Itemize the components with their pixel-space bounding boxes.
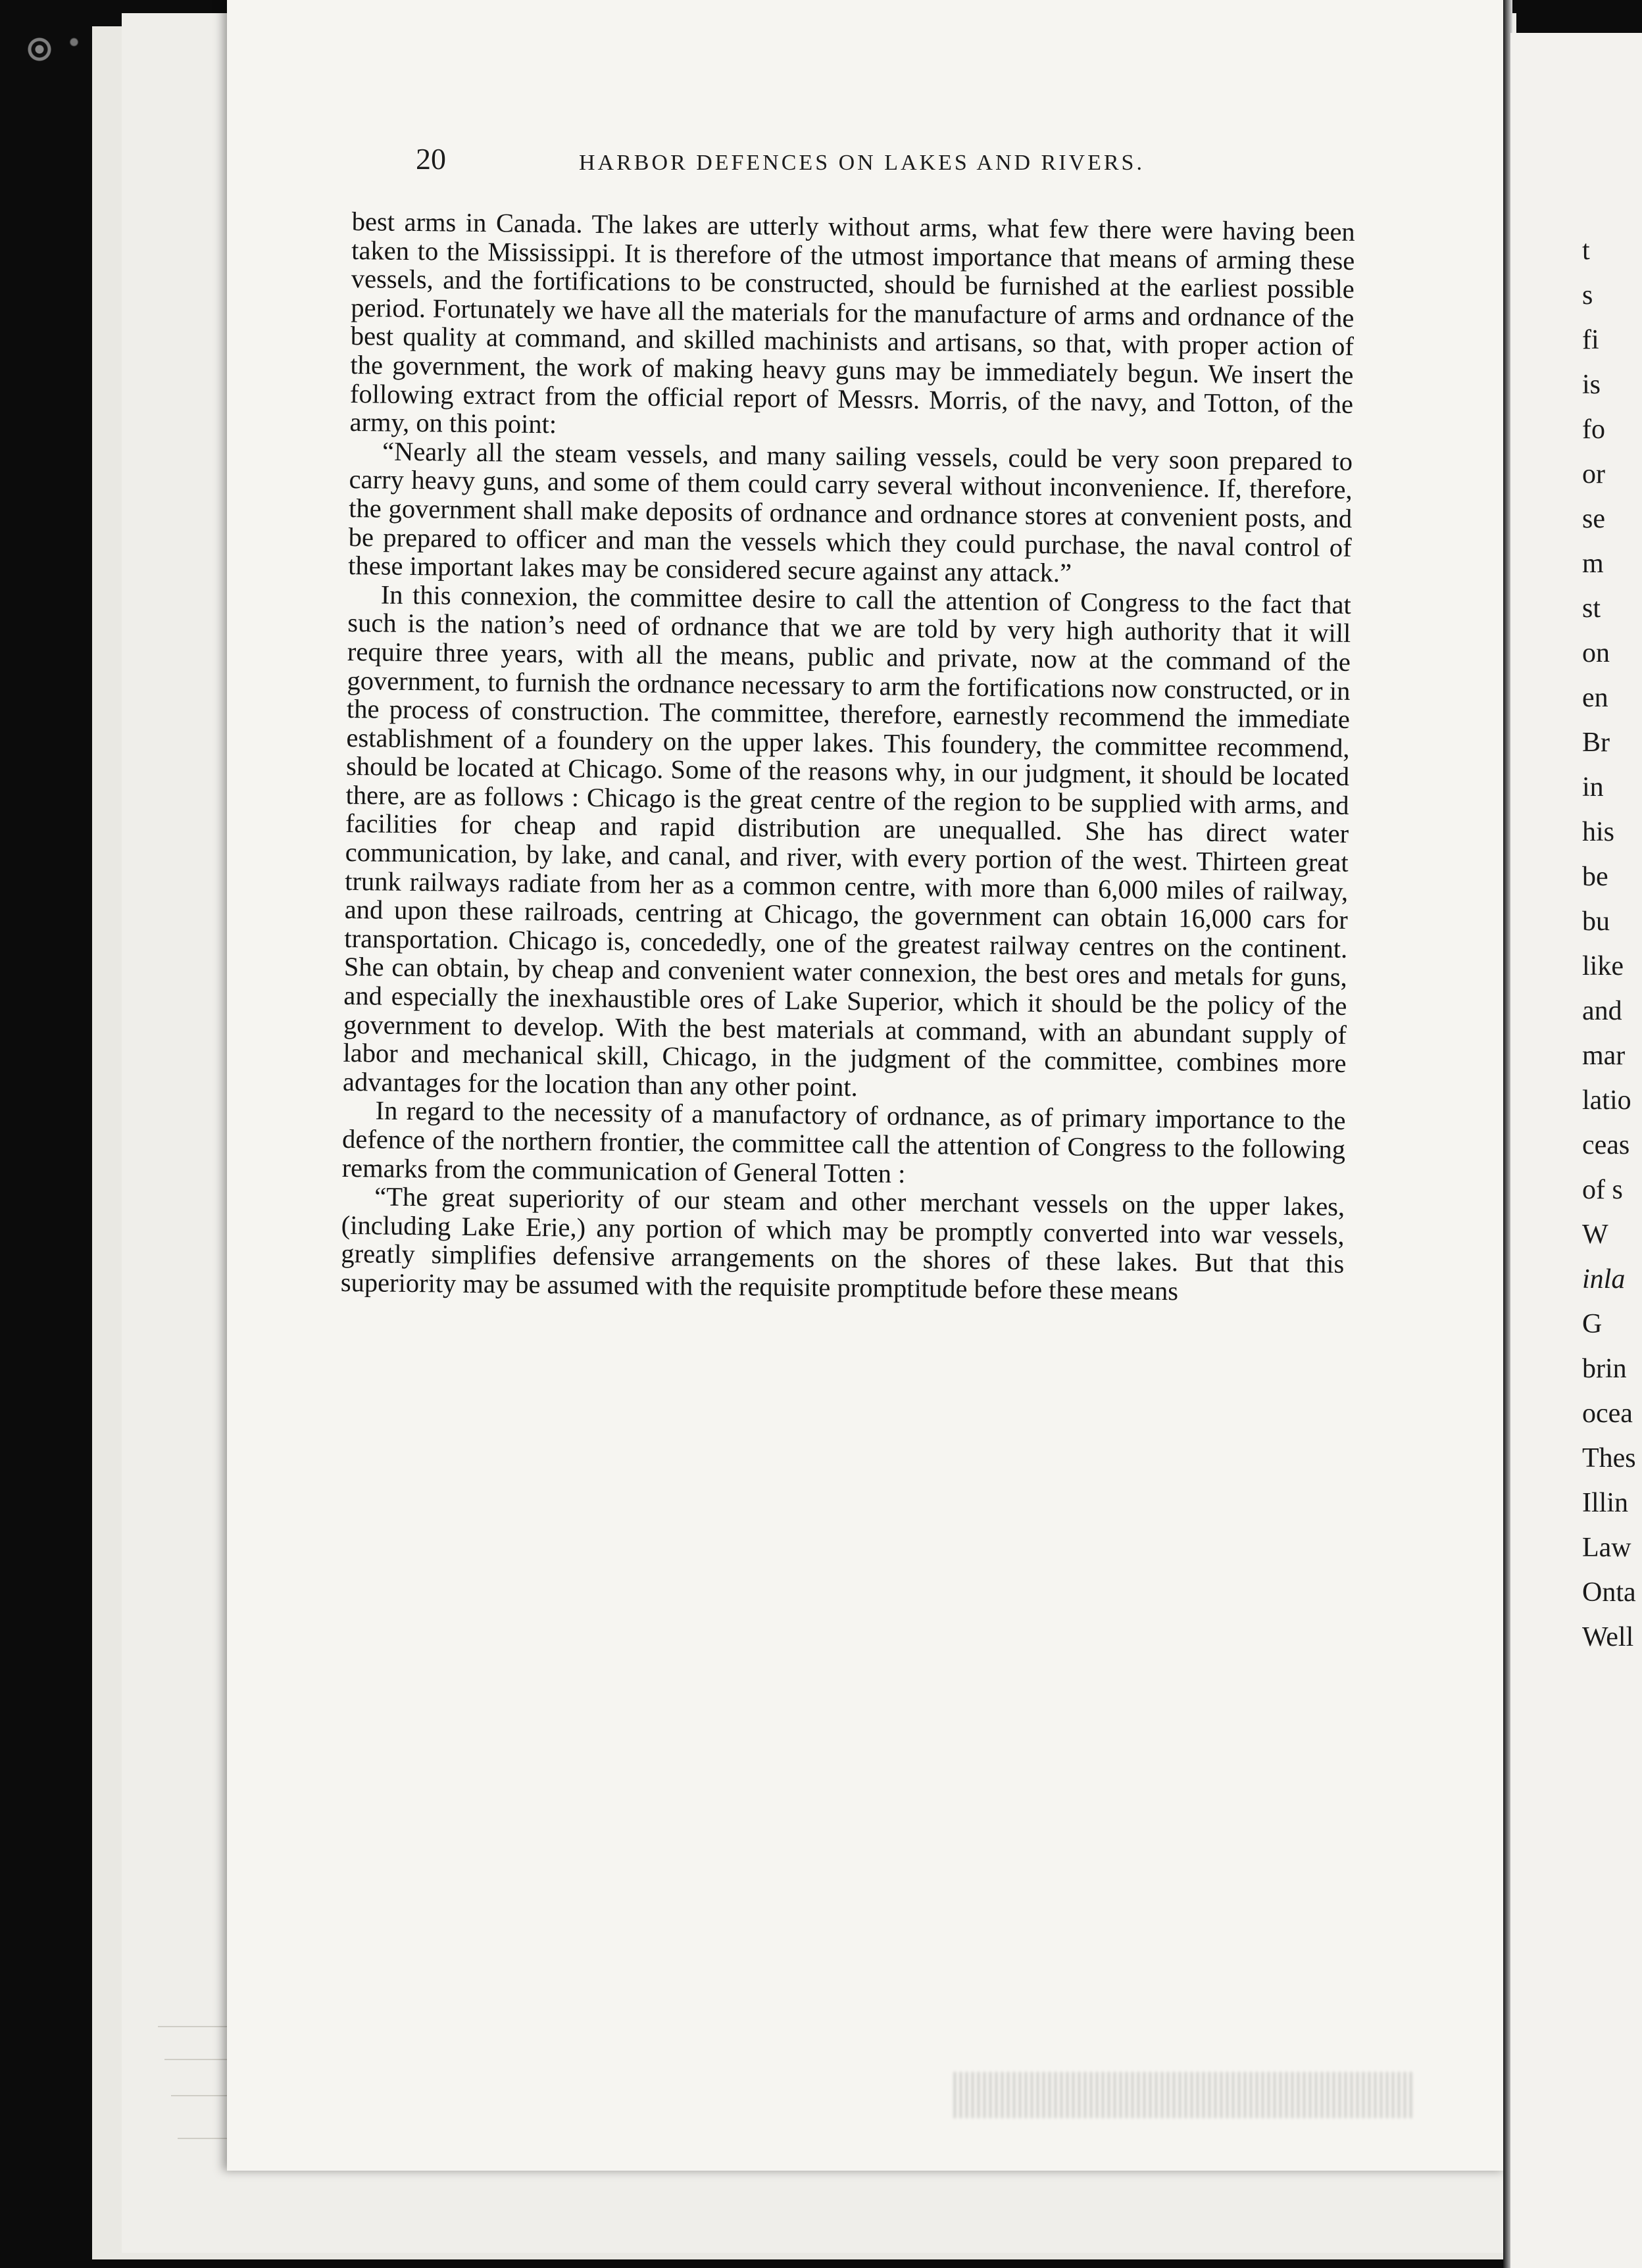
facing-page-fragment: fo	[1582, 414, 1605, 445]
running-head: HARBOR DEFENCES ON LAKES AND RIVERS.	[579, 151, 1145, 175]
facing-page-fragment: m	[1582, 549, 1604, 579]
paragraph: best arms in Canada. The lakes are utterly without arms, what few there were having been taken to the Mississippi. It is therefore of the utmost importance that means of arming these vessels, and the fortifications to be constructed, should be furnished at the earliest possible period. Fortunately we have all the materials for the manufacture of arms and ordnance of the best quality at command, and skilled machinists and artisans, so that, with proper action of the government, the work of making heavy guns may be immediately begun. We insert the following extract from the official report of Messrs. Morris, of the navy, and Totton, of the army, on this point:	[349, 207, 1355, 439]
facing-page-fragment: Illin	[1582, 1488, 1628, 1518]
facing-page-text	[1582, 237, 1642, 1668]
facing-page-fragment: s	[1582, 280, 1593, 310]
facing-page-fragment: st	[1582, 593, 1601, 624]
facing-page-fragment: latio	[1582, 1085, 1631, 1116]
facing-page-fragment: be	[1582, 862, 1608, 892]
facing-page-fragment: brin	[1582, 1354, 1627, 1384]
facing-page-fragment: en	[1582, 683, 1608, 713]
facing-page-fragment: t	[1582, 235, 1590, 266]
facing-page-fragment: G	[1582, 1309, 1603, 1339]
facing-page-fragment: is	[1582, 370, 1601, 400]
facing-page-fragment: ocea	[1582, 1398, 1633, 1429]
page-number: 20	[416, 142, 446, 176]
facing-page-fragment: ceas	[1582, 1130, 1630, 1160]
facing-page-fragment: W	[1582, 1220, 1608, 1250]
facing-page-fragment: Well	[1582, 1622, 1634, 1652]
paragraph: “Nearly all the steam vessels, and many sailing vessels, could be very soon prepared to carry heavy guns, and some of them could carry several without inconvenience. If, therefore, the government shall make deposits of ordnance and ordnance stores at convenient posts, and be prepared to officer and man the vessels which they could purchase, the naval control of these important lakes may be considered secure against any attack.”	[348, 436, 1353, 588]
facing-page-fragment: Thes	[1582, 1443, 1636, 1473]
facing-page-fragment: se	[1582, 504, 1605, 534]
facing-page-fragment: mar	[1582, 1041, 1626, 1071]
facing-page-fragment: of s	[1582, 1175, 1623, 1205]
ink-smudge	[954, 2072, 1414, 2118]
facing-page-fragment: and	[1582, 996, 1622, 1026]
paragraph: “The great superiority of our steam and other merchant vessels on the upper lakes, (including Lake Erie,) any portion of which may be promptly converted into war vessels, greatly simplifies defensive arrangements on the shores of these lakes. But that this superiority may be assumed with the requisite promptitude before these means	[340, 1181, 1345, 1306]
facing-page-fragment: fi	[1582, 325, 1599, 355]
paragraph: In regard to the necessity of a manufactory of ordnance, as of primary importance to the defence of the northern frontier, the committee call the attention of Congress to the following remarks from the communication of General Totten :	[341, 1095, 1346, 1189]
page-header	[416, 141, 1356, 181]
facing-page-fragment: on	[1582, 638, 1610, 668]
facing-page-fragment: like	[1582, 951, 1624, 981]
facing-page-fragment: inla	[1582, 1264, 1626, 1294]
paragraph: In this connexion, the committee desire to call the attention of Congress to the fact that such is the nation’s need of ordnance that we are told by very high authority that it will require three years, with all the means, public and private, now at the command of the government, to furnish the ordnance necessary to arm the fortifications now constructed, or in the process of construction. The committee, therefore, earnestly recommend the immediate establishment of a foundery on the upper lakes. This foundery, the committee recommend, should be located at Chicago. Some of the reasons why, in our judgment, it should be located there, are as follows : Chicago is the great centre of the region to be supplied with arms, and facilities for cheap and rapid distribution are unequalled. She has direct water communication, by lake, and canal, and river, with every portion of the west. Thirteen great trunk railways radiate from her as a common centre, with more than 6,000 miles of railway, and upon these railroads, centring at Chicago, the government can obtain 16,000 cars for transportation. Chicago is, concededly, one of the greatest railway centres on the continent. She can obtain, by cheap and convenient water connexion, the best ores and metals for guns, and especially the inexhaustible ores of Lake Superior, which it should be the policy of the government to develop. With the best materials at command, with an abundant supply of labor and mechanical skill, Chicago, in the judgment of the committee, combines more advantages for the location than any other point.	[342, 579, 1351, 1102]
facing-page-fragment: Law	[1582, 1533, 1631, 1563]
facing-page-fragment: his	[1582, 817, 1615, 847]
body-text	[341, 207, 1355, 1307]
facing-page-fragment: in	[1582, 772, 1604, 802]
facing-page-fragment: Onta	[1582, 1577, 1636, 1608]
facing-page-fragment: bu	[1582, 906, 1610, 937]
facing-page-fragment: or	[1582, 459, 1605, 489]
facing-page-fragment: Br	[1582, 727, 1610, 758]
scan-smudge	[0, 13, 99, 86]
